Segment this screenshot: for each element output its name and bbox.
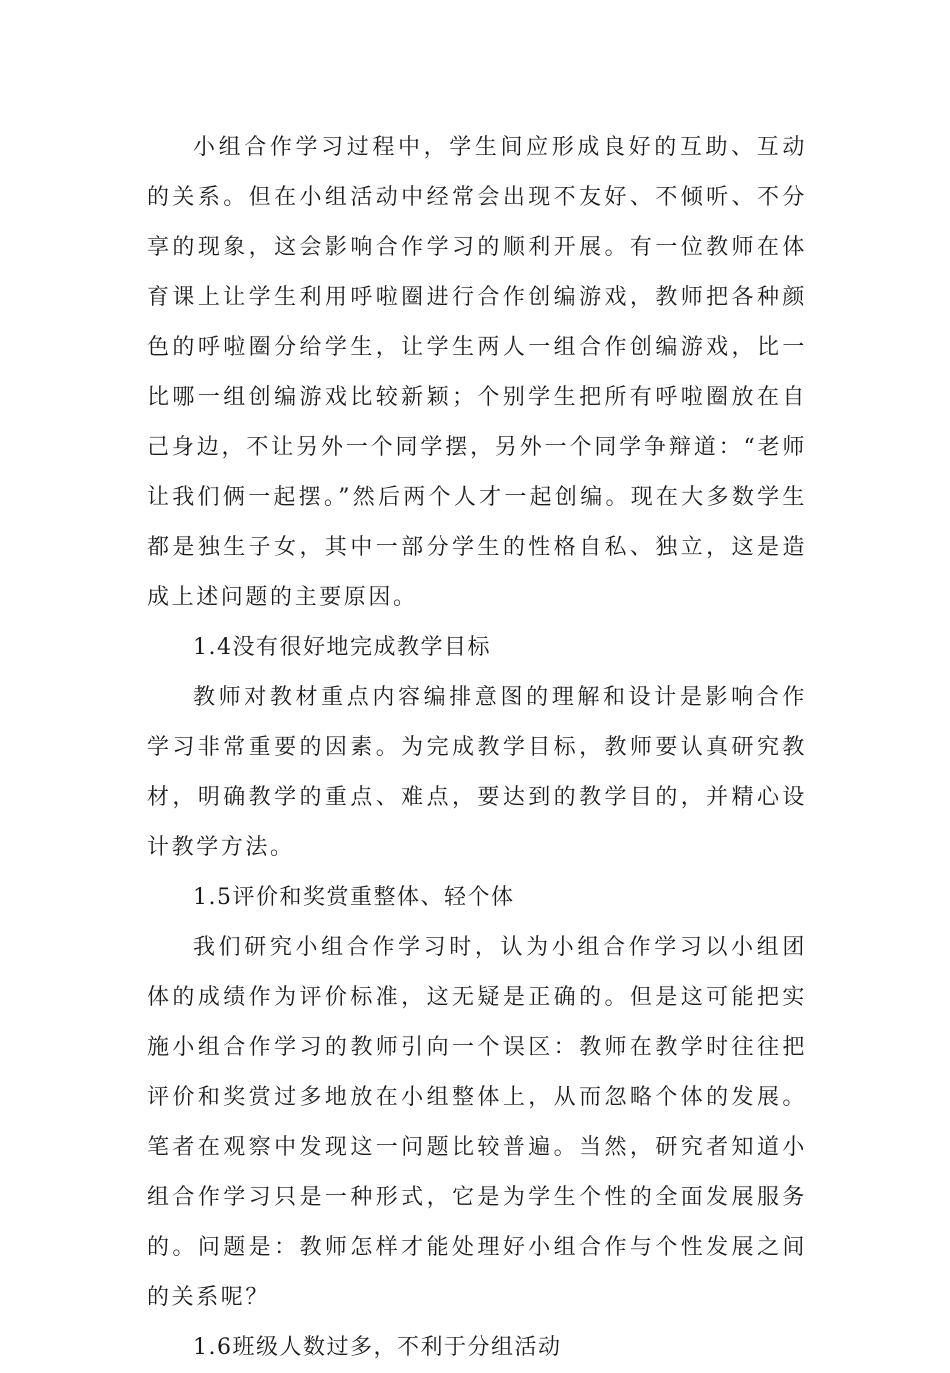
section-heading-1-6: 1.6班级人数过多，不利于分组活动	[193, 1335, 562, 1360]
section-heading-1-5: 1.5评价和奖赏重整体、轻个体	[193, 885, 515, 910]
paragraph-teaching-goals: 教师对教材重点内容编排意图的理解和设计是影响合作学习非常重要的因素。为完成教学目标，教师要认真研究教材，明确教学的重点、难点，要达到的教学目的，并精心设计教学方法。	[147, 685, 807, 860]
document-body	[147, 123, 807, 1373]
paragraph-evaluation-reward: 我们研究小组合作学习时，认为小组合作学习以小组团体的成绩作为评价标准，这无疑是正确的。但是这可能把实施小组合作学习的教师引向一个误区：教师在教学时往往把评价和奖赏过多地放在小组整体上，从而忽略个体的发展。笔者在观察中发现这一问题比较普遍。当然，研究者知道小组合作学习只是一种形式，它是为学生个性的全面发展服务的。问题是：教师怎样才能处理好小组合作与个性发展之间的关系呢？	[147, 935, 807, 1310]
section-heading-1-4: 1.4没有很好地完成教学目标	[193, 635, 491, 660]
paragraph-cooperation-relations: 小组合作学习过程中，学生间应形成良好的互助、互动的关系。但在小组活动中经常会出现不友好、不倾听、不分享的现象，这会影响合作学习的顺利开展。有一位教师在体育课上让学生利用呼啦圈进行合作创编游戏，教师把各种颜色的呼啦圈分给学生，让学生两人一组合作创编游戏，比一比哪一组创编游戏比较新颖；个别学生把所有呼啦圈放在自己身边，不让另外一个同学摆，另外一个同学争辩道：“老师让我们俩一起摆。”然后两个人才一起创编。现在大多数学生都是独生子女，其中一部分学生的性格自私、独立，这是造成上述问题的主要原因。	[147, 135, 807, 610]
